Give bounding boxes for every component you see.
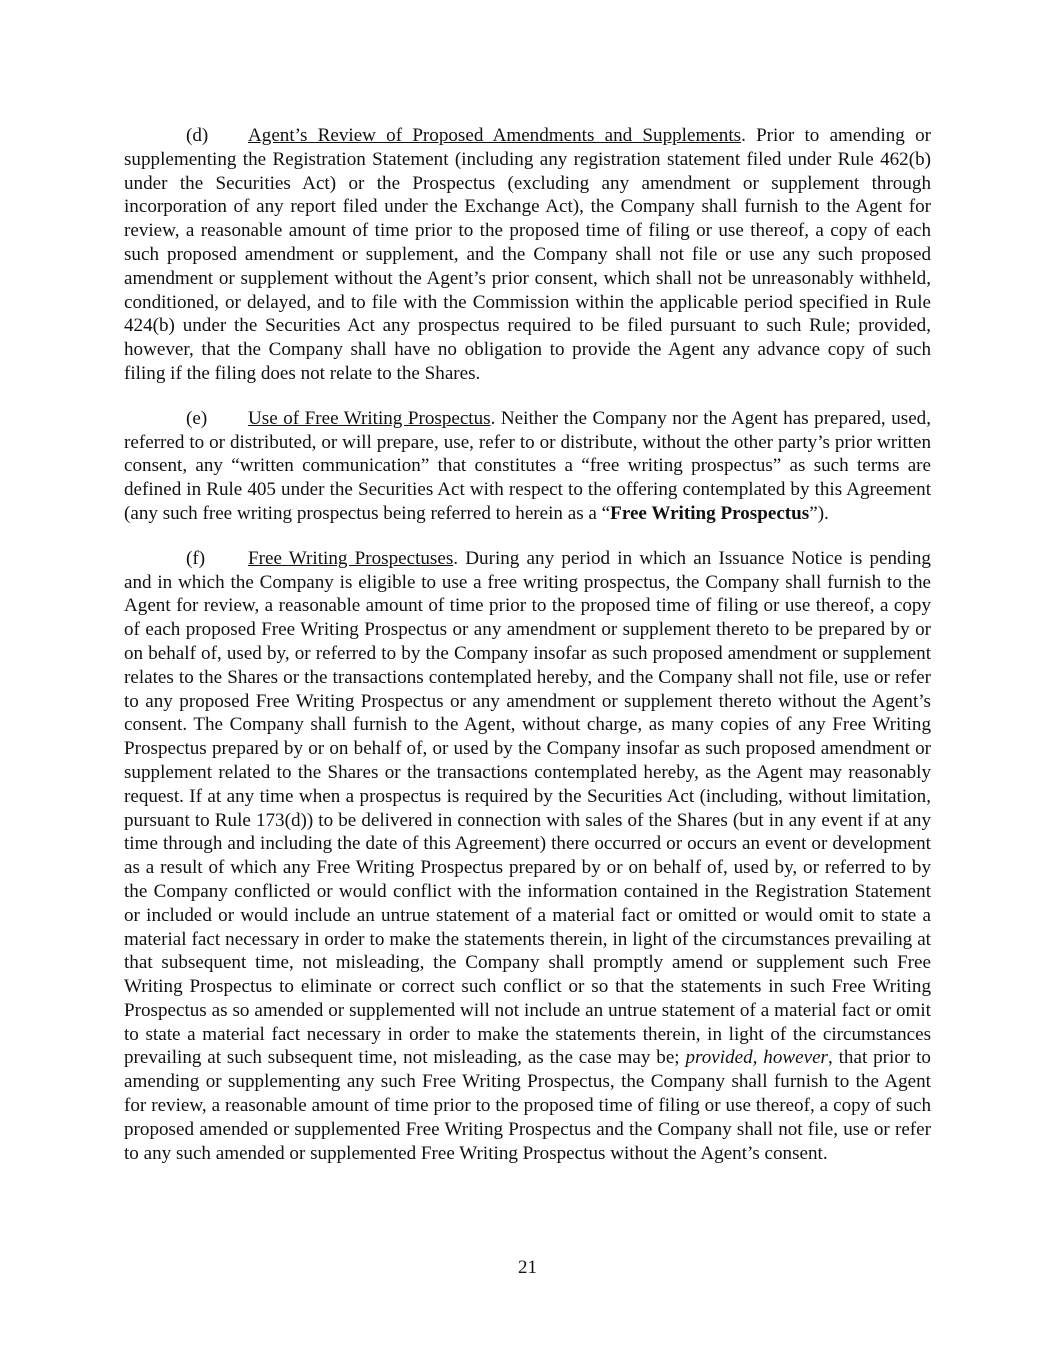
page-number: 21 <box>518 1257 537 1278</box>
section-e <box>124 407 931 526</box>
proviso-italic: provided, however <box>685 1047 828 1069</box>
section-label: (e) <box>186 407 208 429</box>
section-body: . Prior to amending or supplementing the Registration Statement (including any registration statement filed under Rule 462(b) under the Securities Act) or the Prospectus (excluding any amendment or supplement through incorporation of any report filed under the Exchange Act), the Company shall furnish to the Agent for review, a reasonable amount of time prior to the proposed time of filing or use thereof, a copy of each such proposed amendment or supplement, and the Company shall not file or use any such proposed amendment or supplement without the Agent’s prior consent, which shall not be unreasonably withheld, conditioned, or delayed, and to file with the Commission within the applicable period specified in Rule 424(b) under the Securities Act any prospectus required to be filed pursuant to such Rule; provided, however, that the Company shall have no obligation to provide the Agent any advance copy of such filing if the filing does not relate to the Shares. <box>124 125 931 384</box>
section-body-end: ”). <box>809 502 829 524</box>
section-heading: Agent’s Review of Proposed Amendments and Supplements <box>248 125 742 146</box>
defined-term: Free Writing Prospectus <box>610 502 810 524</box>
section-body: . Neither the Company nor the Agent has prepared, used, referred to or distributed, or will prepare, use, refer to or distribute, without the other party’s prior written consent, any “written communication” that constitutes a “free writing prospectus” as such terms are defined in Rule 405 under the Securities Act with respect to the offering contemplated by this Agreement (any such free writing prospectus being referred to herein as a “ <box>124 407 931 524</box>
section-heading: Use of Free Writing Prospectus <box>248 407 491 429</box>
section-body-end: , that prior to amending or supplementing any such Free Writing Prospectus, the Company shall furnish to the Agent for review, a reasonable amount of time prior to the proposed time of filing or use thereof, a copy of such proposed amended or supplemented Free Writing Prospectus and the Company shall not file, use or refer to any such amended or supplemented Free Writing Prospectus without the Agent’s consent. <box>124 1047 931 1164</box>
section-body: . During any period in which an Issuance Notice is pending and in which the Company is eligible to use a free writing prospectus, the Company shall furnish to the Agent for review, a reasonable amount of time prior to the proposed time of filing or use thereof, a copy of each proposed Free Writing Prospectus or any amendment or supplement thereto to be prepared by or on behalf of, used by, or referred to by the Company insofar as such proposed amendment or supplement relates to the Shares or the transactions contemplated hereby, and the Company shall not file, use or refer to any proposed Free Writing Prospectus or any amendment or supplement thereto without the Agent’s consent. The Company shall furnish to the Agent, without charge, as many copies of any Free Writing Prospectus prepared by or on behalf of, or used by the Company insofar as such proposed amendment or supplement related to the Shares or the transactions contemplated hereby, as the Agent may reasonably request. If at any time when a prospectus is required by the Securities Act (including, without limitation, pursuant to Rule 173(d)) to be delivered in connection with sales of the Shares (but in any event if at any time through and including the date of this Agreement) there occurred or occurs an event or development as a result of which any Free Writing Prospectus prepared by or on behalf of, used by, or referred to by the Company conflicted or would conflict with the information contained in the Registration Statement or included or would include an untrue statement of a material fact or omitted or would omit to state a material fact necessary in order to make the statements therein, in light of the circumstances prevailing at that subsequent time, not misleading, the Company shall promptly amend or supplement such Free Writing Prospectus to eliminate or correct such conflict or so that the statements in such Free Writing Prospectus as so amended or supplemented will not include an untrue statement of a material fact or omit to state a material fact necessary in order to make the statements therein, in light of the circumstances prevailing at such subsequent time, not misleading, as the case may be; <box>124 547 931 1069</box>
section-f <box>124 547 931 1166</box>
section-d <box>124 124 931 386</box>
section-heading: Free Writing Prospectuses <box>248 547 454 569</box>
section-label: (f) <box>186 547 206 569</box>
section-label: (d) <box>186 125 209 146</box>
document-page <box>124 124 931 1186</box>
